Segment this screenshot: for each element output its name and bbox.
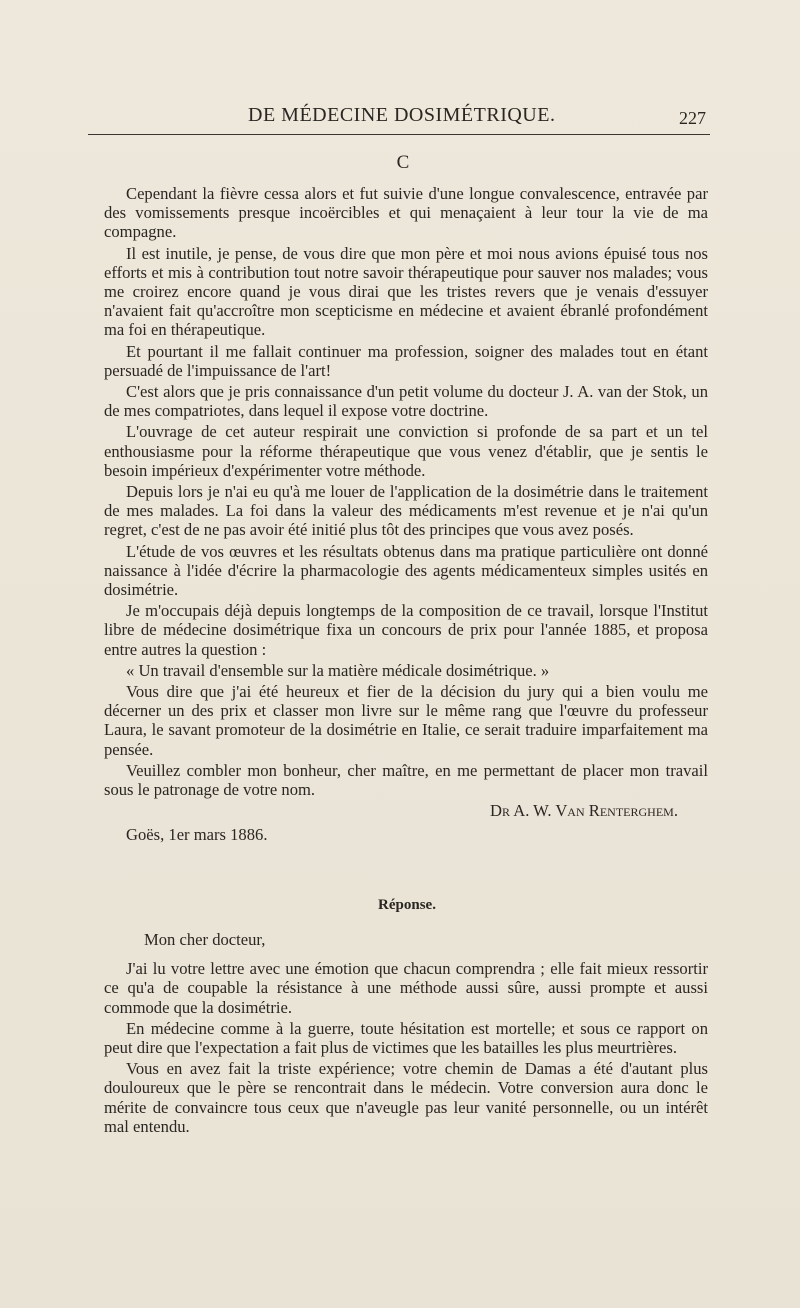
paragraph: C'est alors que je pris connaissance d'un petit volume du docteur J. A. van der Stok, un de mes compatriotes, dans lequel il expose votre doctrine. — [104, 382, 708, 421]
paragraph: J'ai lu votre lettre avec une émotion que chacun comprendra ; elle fait mieux ressortir ce qu'a de coupable la résistance à une méthode aussi sûre, aussi prompte et aussi commode que la dosimétrie. — [104, 959, 708, 1017]
response-title: Réponse. — [378, 897, 436, 913]
paragraph: Vous dire que j'ai été heureux et fier de la décision du jury qui a bien voulu me décerner un des prix et classer mon livre sur le même rang que l'œuvre du professeur Laura, le savant promoteur de la dosimétrie en Italie, ce serait traduire imparfaitement ma pensée. — [104, 682, 708, 759]
paragraph: Je m'occupais déjà depuis longtemps de la composition de ce travail, lorsque l'Institut libre de médecine dosimétrique fixa un concours de prix pour l'année 1885, et proposa entre autres la question : — [104, 601, 708, 659]
quoted-question: « Un travail d'ensemble sur la matière médicale dosimétrique. » — [126, 660, 550, 680]
salutation: Mon cher docteur, — [144, 930, 266, 949]
signature-line — [104, 801, 708, 820]
date-line: Goës, 1er mars 1886. — [126, 824, 268, 844]
paragraph: Veuillez combler mon bonheur, cher maître, en me permettant de placer mon travail sous le patronage de votre nom. — [104, 760, 708, 800]
paragraph: En médecine comme à la guerre, toute hésitation est mortelle; et sous ce rapport on peut dire que l'expectation a fait plus de victimes que les batailles les plus meurtrières. — [104, 1018, 708, 1058]
running-title: DE MÉDECINE DOSIMÉTRIQUE. — [248, 104, 556, 126]
letter-body — [104, 184, 708, 846]
paragraph: Depuis lors je n'ai eu qu'à me louer de l'application de la dosimétrie dans le traitement de mes malades. La foi dans la valeur des médicaments m'est revenue et je n'ai qu'un regret, c'est de ne pas avoir été initié plus tôt des principes que vous avez posés. — [104, 482, 708, 540]
running-head — [90, 104, 710, 128]
page-number: 227 — [679, 108, 706, 128]
response-body — [104, 930, 708, 1138]
paragraph: L'ouvrage de cet auteur respirait une conviction si profonde de sa part et un tel enthousiasme pour la réforme thérapeutique que vous venez d'établir, que je sentis le besoin impérieux d'expérimenter votre méthode. — [104, 422, 708, 480]
header-rule — [88, 134, 710, 135]
paragraph: Et pourtant il me fallait continuer ma profession, soigner des malades tout en étant persuadé de l'impuissance de l'art! — [104, 341, 708, 380]
paragraph: Il est inutile, je pense, de vous dire que mon père et moi nous avions épuisé tous nos efforts et mis à contribution tout notre savoir thérapeutique pour sauver nos malades; vous me croirez encore quand je vous dirai que les tristes revers que je venais d'essuyer n'avaient fait qu'accroître mon scepticisme en médecine et avaient ébranlé profondément ma foi en thérapeutique. — [104, 243, 708, 340]
paragraph: Vous en avez fait la triste expérience; votre chemin de Damas a été d'autant plus douloureux que le père se rencontrait dans le médecin. Votre conversion aura donc le mérite de convaincre tous ceux que n'aveugle pas leur vanité personnelle, ou un intérêt mal entendu. — [104, 1059, 708, 1136]
section-letter: C — [396, 152, 410, 173]
paragraph: Cependant la fièvre cessa alors et fut suivie d'une longue convalescence, entravée par des vomissements presque incoërcibles et qui menaçaient à leur tour la vie de ma compagne. — [104, 184, 708, 242]
paragraph: L'étude de vos œuvres et les résultats obtenus dans ma pratique particulière ont donné naissance à l'idée d'écrire la pharmacologie des agents médicamenteux simples usités en dosimétrie. — [104, 541, 708, 600]
signature: Dr A. W. Van Renterghem. — [489, 801, 678, 821]
